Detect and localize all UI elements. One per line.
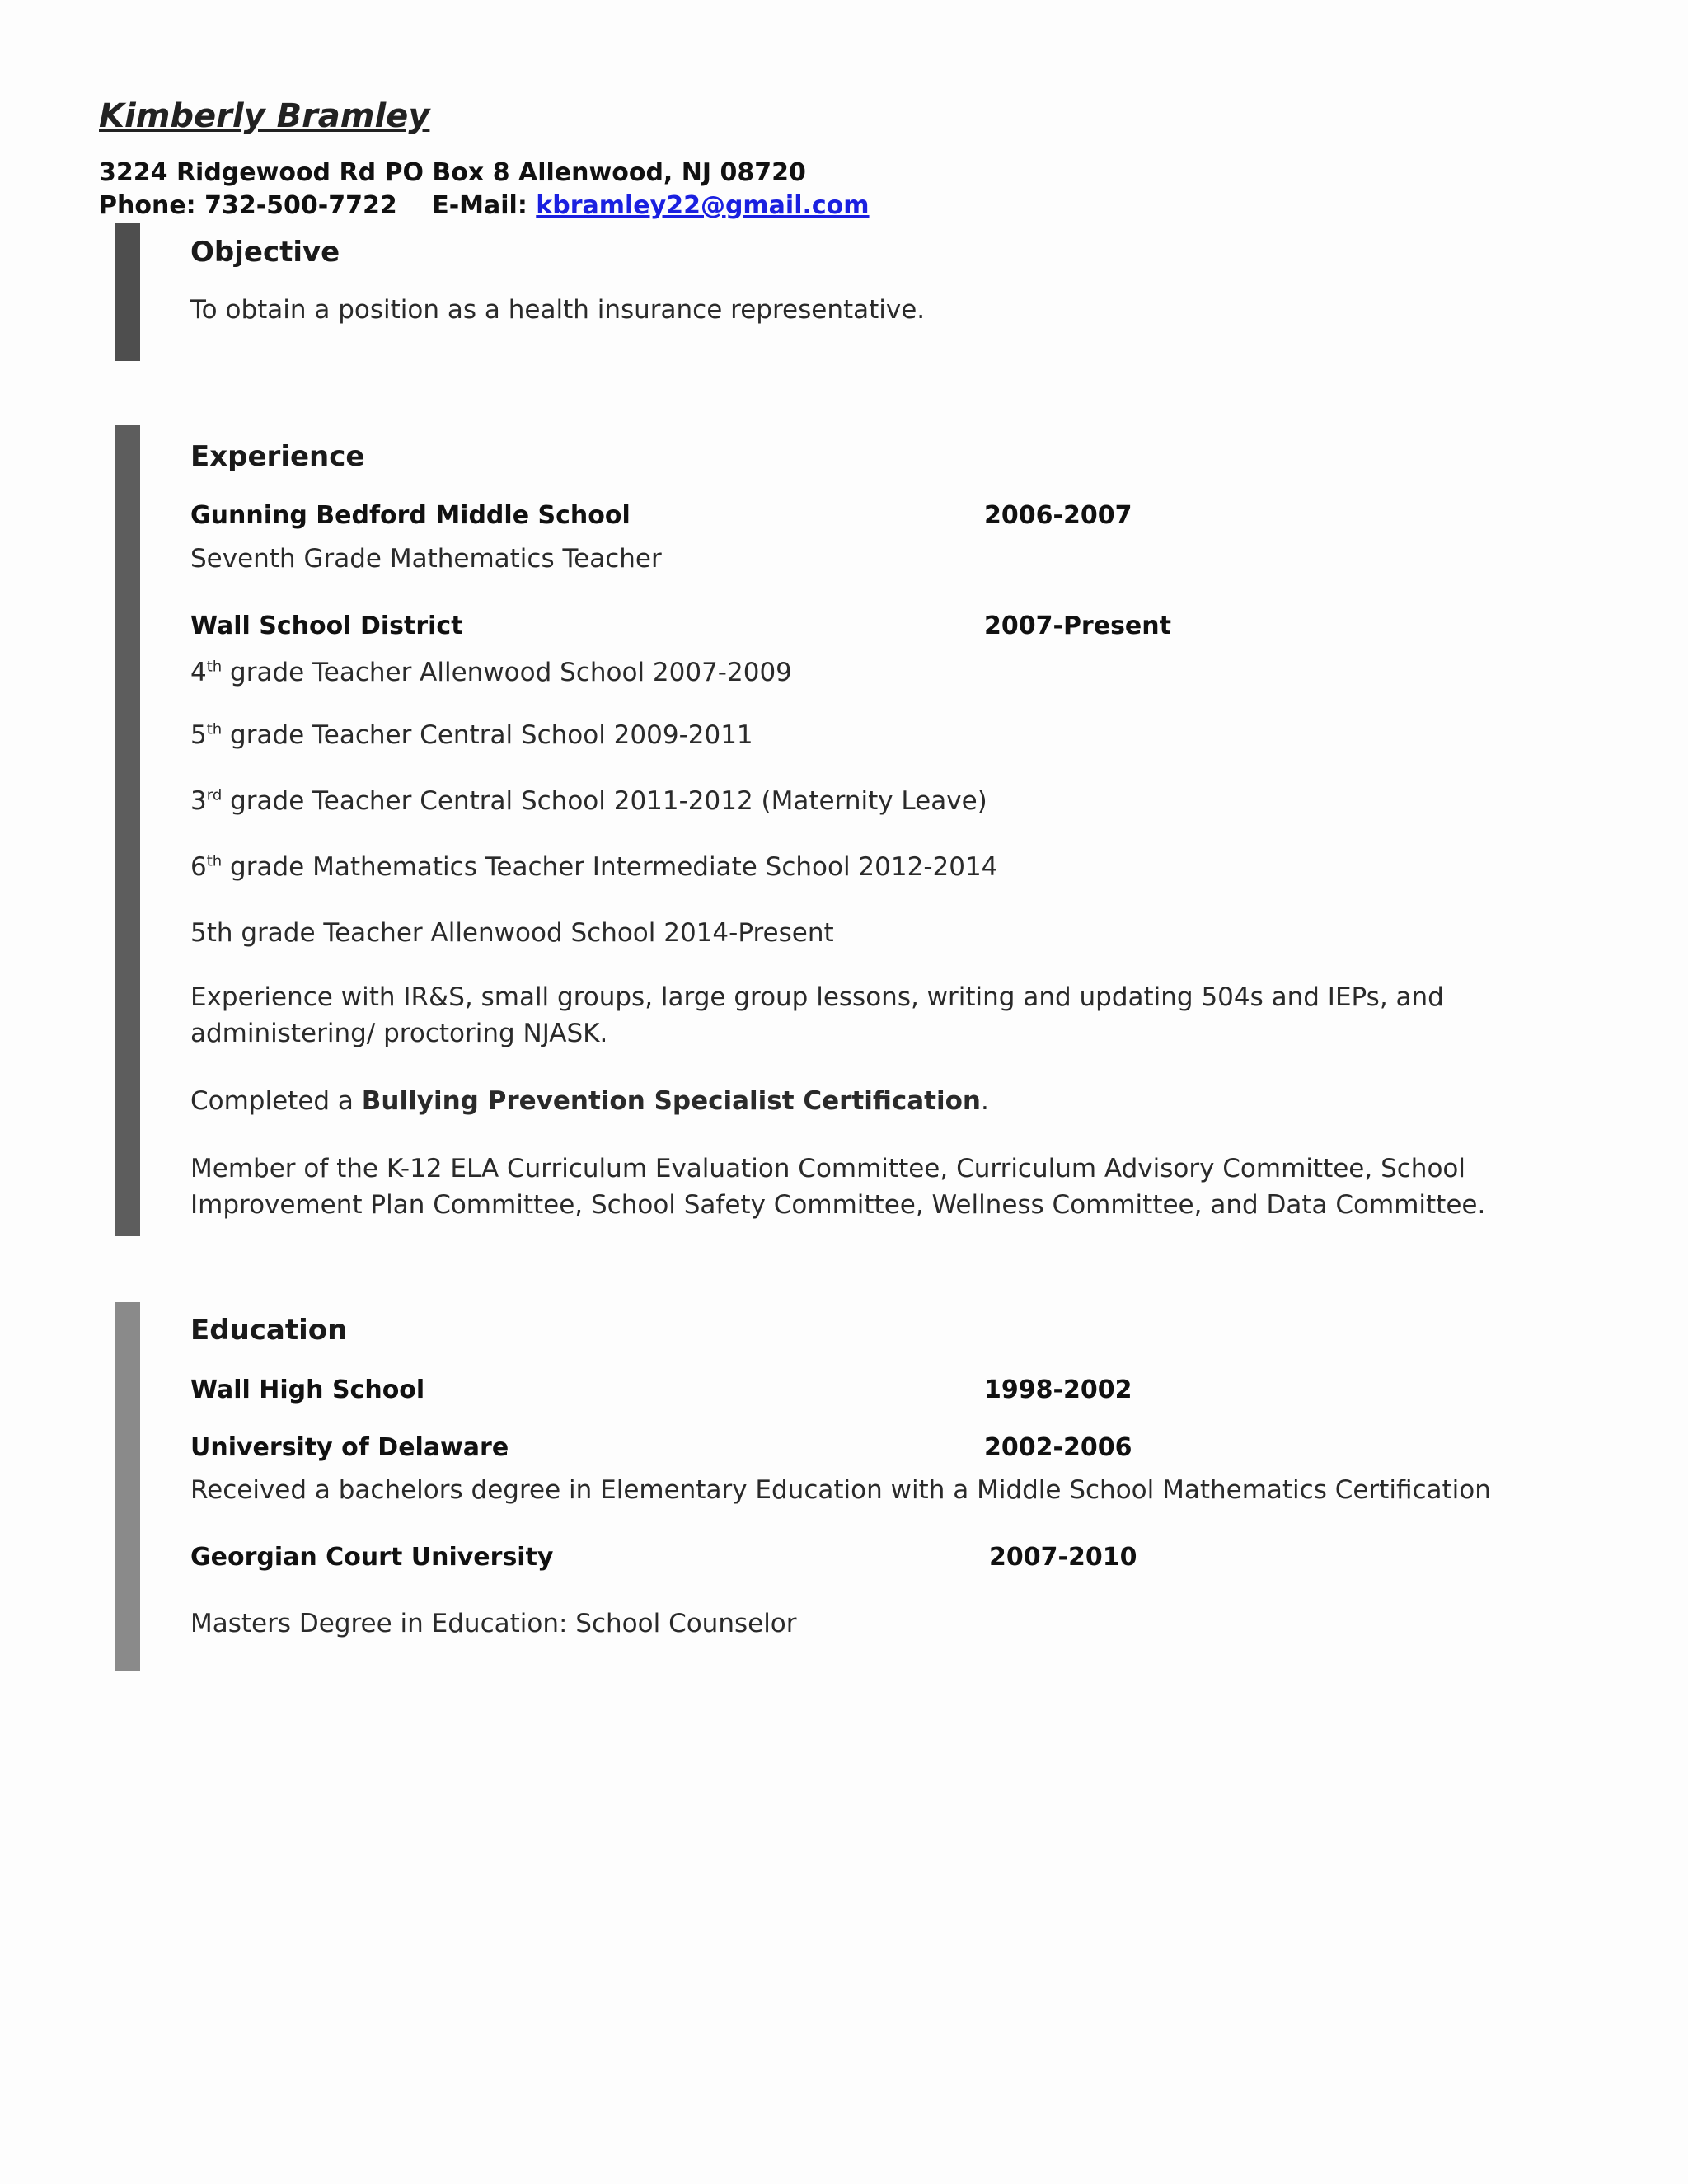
- experience-heading: Experience: [190, 440, 365, 473]
- school-dates: 2002-2006: [984, 1433, 1132, 1462]
- position-text: grade Teacher Central School 2009-2011: [222, 720, 753, 750]
- position-item: [190, 852, 997, 882]
- job-dates: 2007-Present: [984, 612, 1171, 640]
- position-ordinal: 6: [190, 852, 207, 882]
- position-item: [190, 658, 792, 687]
- school-name: Georgian Court University: [190, 1543, 554, 1572]
- certification-prefix: Completed a: [190, 1086, 362, 1116]
- objective-text: To obtain a position as a health insurance representative.: [190, 295, 926, 325]
- school-detail: Masters Degree in Education: School Counselor: [190, 1609, 797, 1638]
- position-item: [190, 786, 987, 816]
- email-label: E-Mail:: [432, 191, 528, 220]
- position-ordinal-suffix: th: [206, 720, 223, 738]
- school-name: University of Delaware: [190, 1433, 509, 1462]
- position-text: grade Teacher Central School 2011-2012 (Maternity Leave): [222, 786, 987, 816]
- certification-suffix: .: [980, 1086, 989, 1116]
- school-dates: 1998-2002: [984, 1376, 1132, 1404]
- objective-heading: Objective: [190, 236, 340, 269]
- phone-number: 732-500-7722: [204, 191, 397, 220]
- position-ordinal-suffix: th: [206, 852, 223, 870]
- position-text: grade Mathematics Teacher Intermediate School 2012-2014: [222, 852, 998, 882]
- position-ordinal: 3: [190, 786, 207, 816]
- position-ordinal: 4: [190, 658, 207, 687]
- email-link[interactable]: kbramley22@gmail.com: [536, 191, 870, 220]
- job-role: Seventh Grade Mathematics Teacher: [190, 544, 662, 574]
- committees-text: Member of the K-12 ELA Curriculum Evaluation Committee, Curriculum Advisory Committee, School Improvement Plan Committee, School Safety Committee, Wellness Committee, and Data Committee.: [190, 1154, 1486, 1220]
- candidate-name: Kimberly Bramley: [99, 97, 430, 135]
- phone-label: Phone:: [99, 191, 196, 220]
- position-item: [190, 720, 753, 750]
- experience-summary: Experience with IR&S, small groups, large group lessons, writing and updating 504s and IEPs, and administering/ proctoring NJASK.: [190, 982, 1444, 1048]
- contact-line: [99, 191, 870, 220]
- objective-section-bar: [115, 223, 140, 361]
- certification-name: Bullying Prevention Specialist Certification: [361, 1086, 981, 1116]
- school-dates: 2007-2010: [989, 1543, 1137, 1572]
- education-section-bar: [115, 1302, 140, 1671]
- experience-section-bar: [115, 425, 140, 1236]
- address: 3224 Ridgewood Rd PO Box 8 Allenwood, NJ 08720: [99, 158, 806, 187]
- job-org: Gunning Bedford Middle School: [190, 501, 631, 530]
- job-org: Wall School District: [190, 612, 463, 640]
- certification-line: [190, 1086, 989, 1116]
- position-ordinal-suffix: th: [206, 658, 223, 676]
- job-dates: 2006-2007: [984, 501, 1132, 530]
- position-item: 5th grade Teacher Allenwood School 2014-Present: [190, 918, 834, 948]
- position-ordinal-suffix: rd: [206, 786, 223, 804]
- position-ordinal: 5: [190, 720, 207, 750]
- school-name: Wall High School: [190, 1376, 425, 1404]
- education-heading: Education: [190, 1314, 348, 1347]
- position-text: grade Teacher Allenwood School 2007-2009: [222, 658, 792, 687]
- school-detail: Received a bachelors degree in Elementary Education with a Middle School Mathematics Certification: [190, 1475, 1491, 1505]
